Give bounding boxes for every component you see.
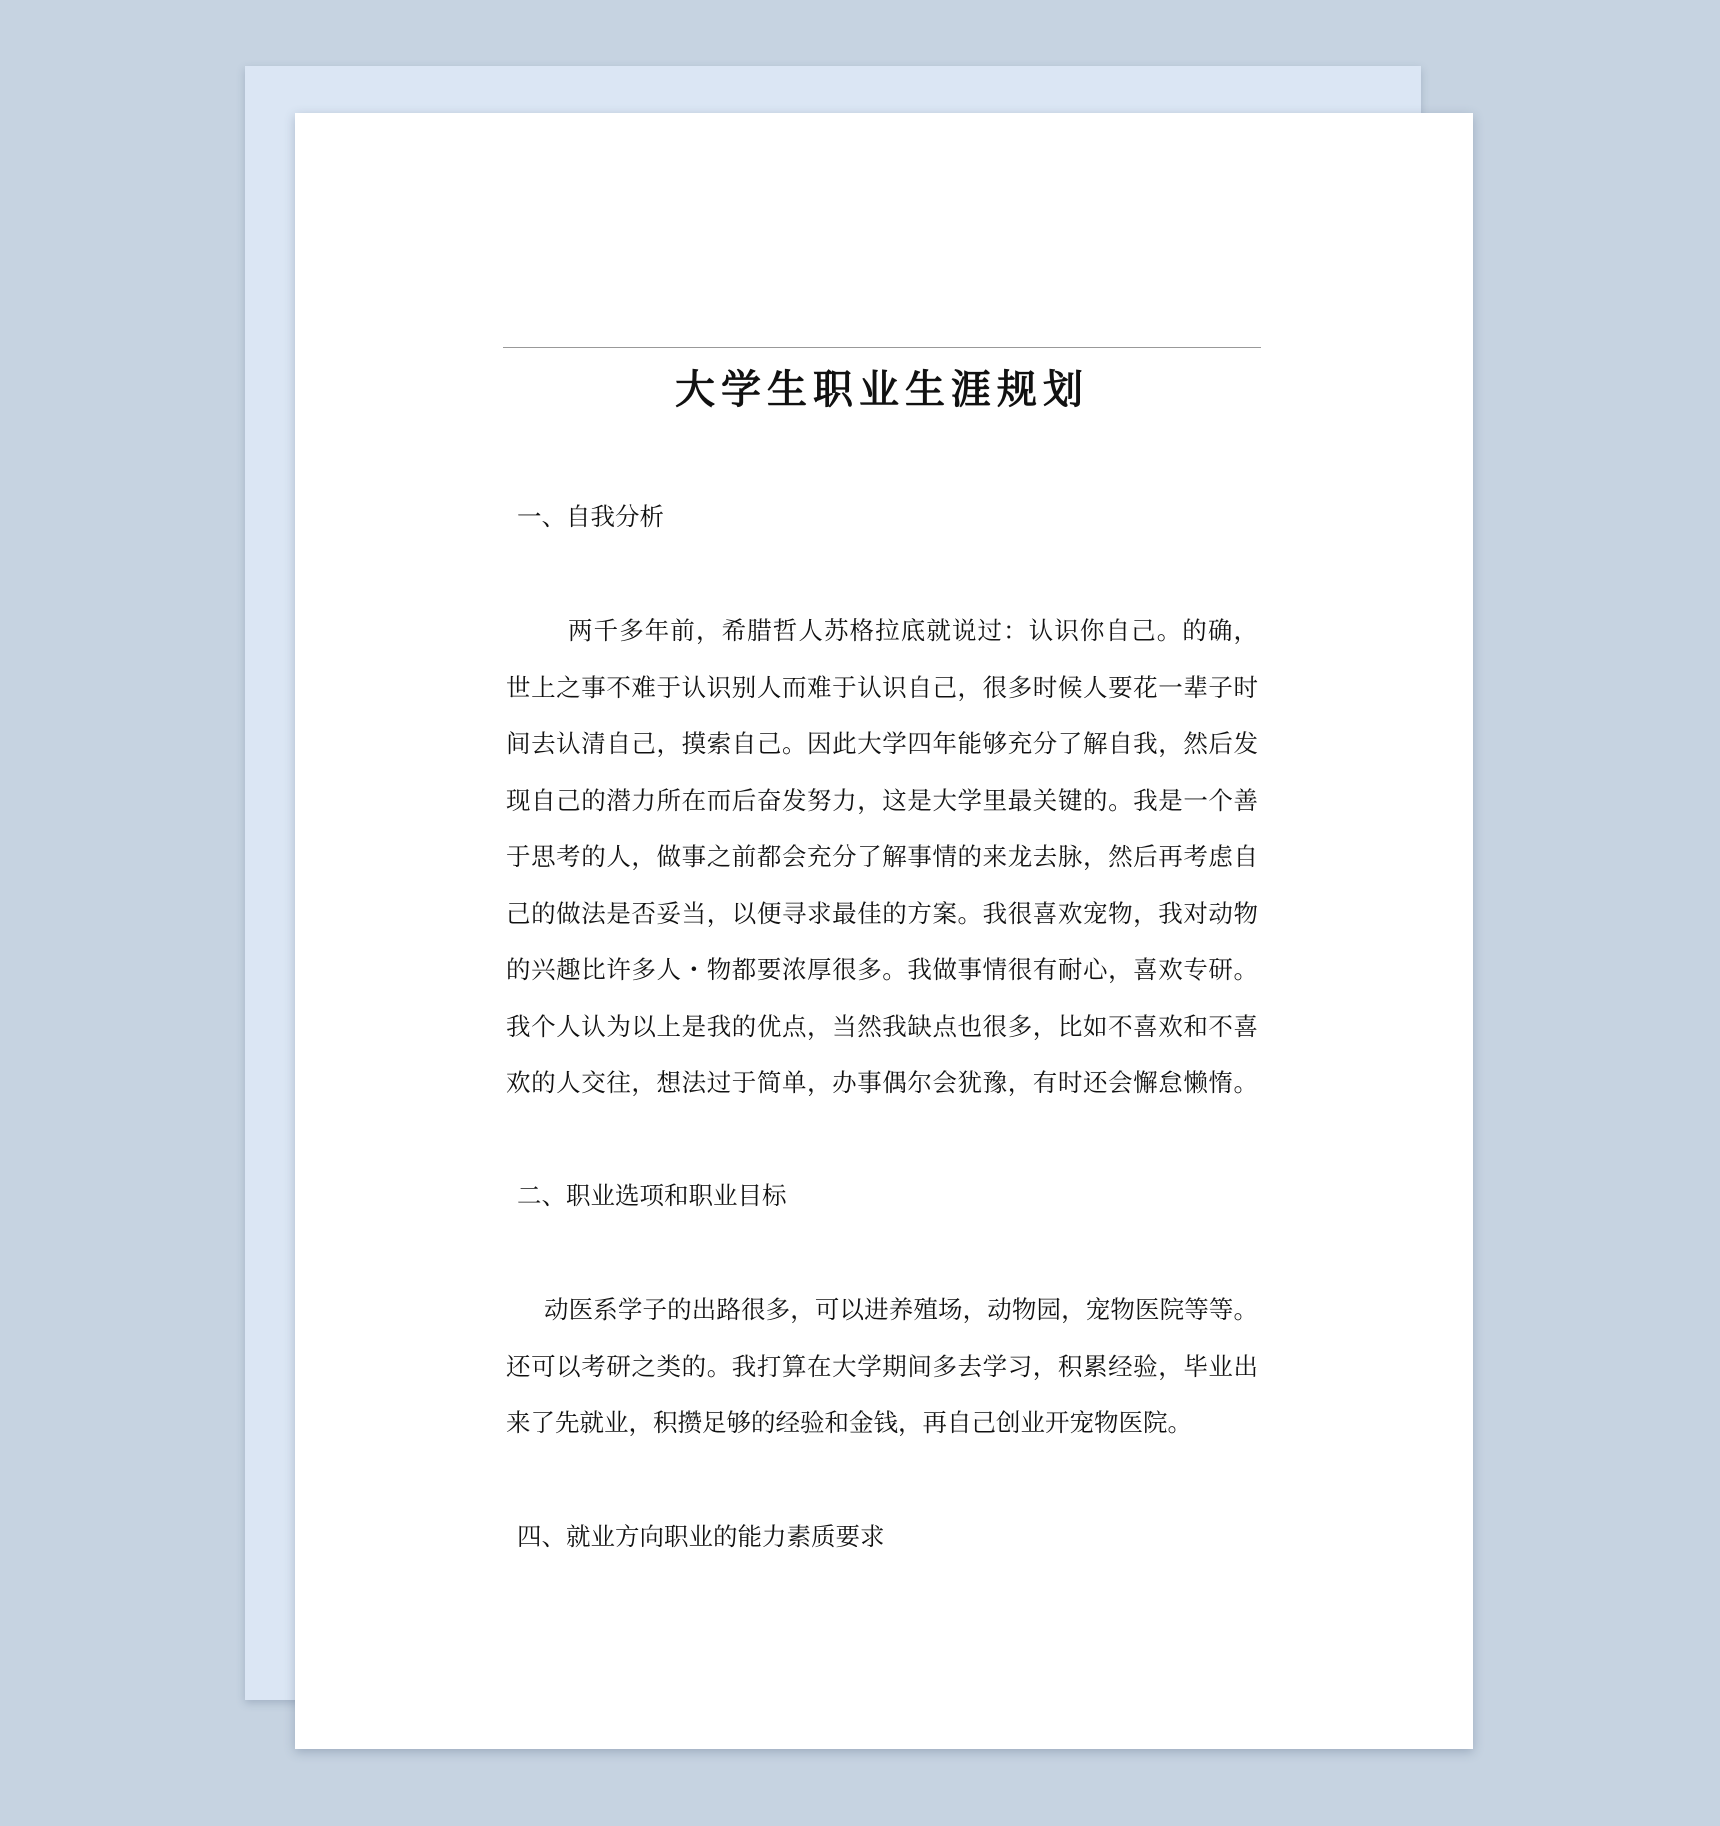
- paragraph-line: 欢的人交往，想法过于简单，办事偶尔会犹豫，有时还会懈怠懒惰。: [506, 1068, 1258, 1097]
- document-page: [295, 113, 1473, 1749]
- paragraph-line: 于思考的人，做事之前都会充分了解事情的来龙去脉，然后再考虑自: [506, 842, 1258, 871]
- paragraph-line: 现自己的潜力所在而后奋发努力，这是大学里最关键的。我是一个善: [506, 786, 1258, 815]
- paragraph-line: 的兴趣比许多人・物都要浓厚很多。我做事情很有耐心，喜欢专研。: [506, 955, 1258, 984]
- section-heading-self-analysis: 一、自我分析: [517, 502, 664, 531]
- paragraph-line: 己的做法是否妥当，以便寻求最佳的方案。我很喜欢宠物，我对动物: [506, 899, 1258, 928]
- paragraph-line: 世上之事不难于认识别人而难于认识自己，很多时候人要花一辈子时: [506, 673, 1258, 702]
- paragraph-line: 间去认清自己，摸索自己。因此大学四年能够充分了解自我，然后发: [506, 729, 1258, 758]
- paragraph-line: 两千多年前，希腊哲人苏格拉底就说过：认识你自己。的确，: [568, 616, 1258, 645]
- paragraph-line: 动医系学子的出路很多，可以进养殖场，动物园，宠物医院等等。: [544, 1295, 1258, 1324]
- paragraph-line: 我个人认为以上是我的优点，当然我缺点也很多，比如不喜欢和不喜: [506, 1012, 1258, 1041]
- title-rule: [503, 347, 1261, 348]
- section-heading-career-goals: 二、职业选项和职业目标: [517, 1181, 787, 1210]
- document-title: 大学生职业生涯规划: [675, 366, 1089, 413]
- paragraph-line: 来了先就业，积攒足够的经验和金钱，再自己创业开宠物医院。: [506, 1408, 1192, 1437]
- section-heading-competency-requirements: 四、就业方向职业的能力素质要求: [517, 1522, 885, 1551]
- paragraph-line: 还可以考研之类的。我打算在大学期间多去学习，积累经验，毕业出: [506, 1352, 1258, 1381]
